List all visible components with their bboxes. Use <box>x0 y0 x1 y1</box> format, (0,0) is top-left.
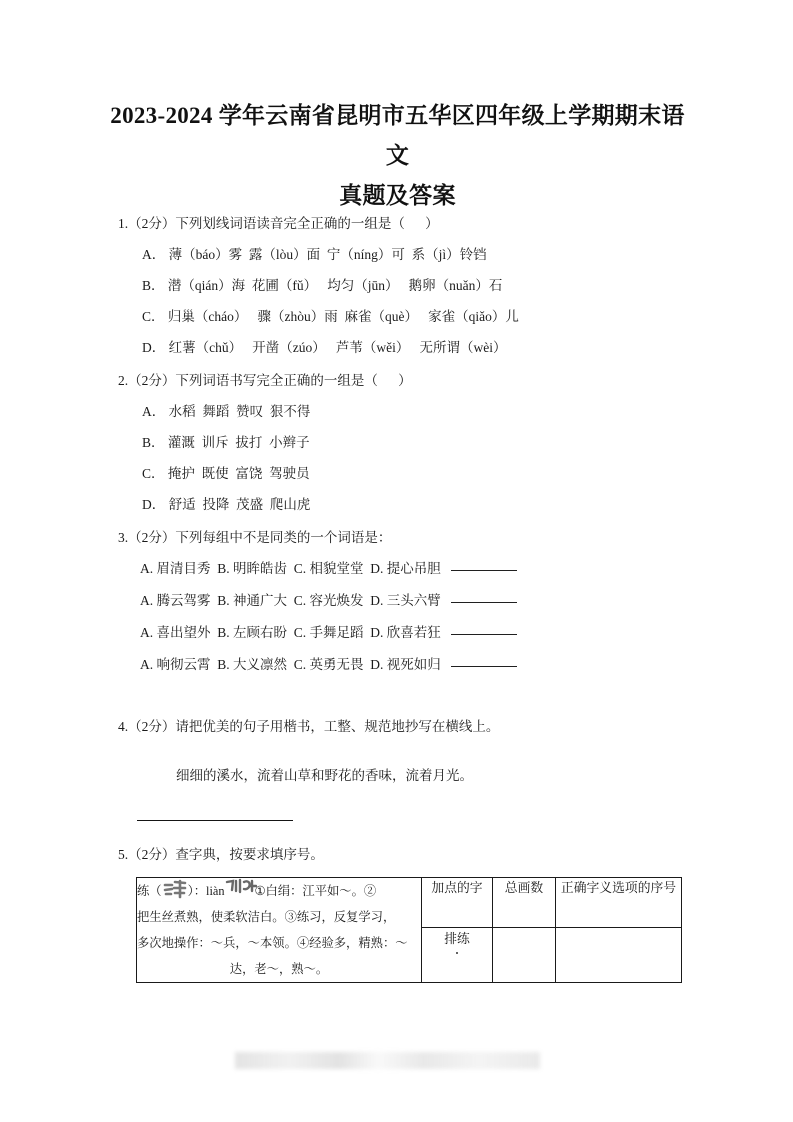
question-2-option-d[interactable]: D． 舒适 投降 茂盛 爬山虎 <box>142 497 311 512</box>
question-2-option-b[interactable]: B． 灌溉 训斥 拔打 小辫子 <box>142 435 310 450</box>
question-1-option-c[interactable]: C． 归巢（cháo） 骤（zhòu）雨 麻雀（què） 家雀（qiǎo）儿 <box>142 309 519 324</box>
question-2-option-a[interactable]: A． 水稻 舞蹈 赞叹 狠不得 <box>142 404 311 419</box>
question-3-group-3 <box>118 617 698 649</box>
dictionary-table <box>136 877 682 983</box>
definition-line-4: 达，老～，熟～。 <box>229 962 329 976</box>
question-2 <box>118 365 698 520</box>
question-1-option-b[interactable]: B． 潜（qián）海 花圃（fǔ） 均匀（jūn） 鹅卵（nuǎn）石 <box>142 278 503 293</box>
question-4 <box>118 711 698 821</box>
page-title-line-2: 真题及答案 <box>339 183 456 208</box>
question-3-group-4-text: A. 响彻云霄 B. 大义凛然 C. 英勇无畏 D. 视死如归 <box>140 657 441 672</box>
question-1-option-d[interactable]: D． 红薯（chǔ） 开凿（zúo） 芦苇（wěi） 无所谓（wèi） <box>142 340 507 355</box>
question-1-stem: 1.（2分）下列划线词语读音完全正确的一组是（ ） <box>118 216 439 231</box>
question-3-group-1-text: A. 眉清目秀 B. 明眸皓齿 C. 相貌堂堂 D. 提心吊胆 <box>140 561 441 576</box>
page-title-line-1: 2023-2024 学年云南省昆明市五华区四年级上学期期末语文 <box>110 103 685 168</box>
column-header-total-strokes: 总画数 <box>493 878 556 928</box>
question-1-option-a[interactable]: A． 薄（báo）雾 露（lòu）面 宁（níng）可 系（jì）铃铛 <box>142 247 487 262</box>
question-3-group-4 <box>118 649 698 681</box>
handwritten-annotation-icon <box>225 883 255 897</box>
question-2-option-c[interactable]: C． 掩护 既使 富饶 驾驶员 <box>142 466 310 481</box>
question-5-stem: 5.（2分）查字典，按要求填序号。 <box>118 847 324 862</box>
question-3-answer-blank-3[interactable] <box>451 633 517 635</box>
question-3-answer-blank-2[interactable] <box>451 601 517 603</box>
definition-line-3: 多次地操作：～兵，～本领。④经验多，精熟：～ <box>137 936 408 950</box>
cell-total-strokes-answer[interactable] <box>493 928 556 983</box>
question-4-writing-line[interactable] <box>137 819 293 821</box>
cell-marked-character-text: 排练 <box>444 928 470 950</box>
question-3-answer-blank-1[interactable] <box>451 569 517 571</box>
cell-marked-character <box>422 928 493 983</box>
question-5 <box>118 839 698 983</box>
definition-line-1-post: ①白绢：江平如～。② <box>254 884 377 898</box>
cell-meaning-order-answer[interactable] <box>556 928 682 983</box>
question-3-stem: 3.（2分）下列每组中不是同类的一个词语是： <box>118 530 392 545</box>
question-4-sentence: 细细的溪水，流着山草和野花的香味，流着月光。 <box>176 768 473 783</box>
column-header-correct-meaning-order: 正确字义选项的序号 <box>556 878 682 928</box>
question-3-group-2 <box>118 585 698 617</box>
questions-container <box>118 208 698 985</box>
question-3-group-3-text: A. 喜出望外 B. 左顾右盼 C. 手舞足蹈 D. 欣喜若狂 <box>140 625 441 640</box>
question-3-answer-blank-4[interactable] <box>451 665 517 667</box>
definition-line-1-pre: 练（ <box>137 884 162 898</box>
table-header-row <box>137 878 682 928</box>
definition-line-1-mid: ）：liàn <box>187 884 225 898</box>
handwritten-character-icon <box>162 883 188 898</box>
question-3 <box>118 522 698 681</box>
question-1 <box>118 208 698 363</box>
question-3-group-2-text: A. 腾云驾雾 B. 神通广大 C. 容光焕发 D. 三头六臂 <box>140 593 441 608</box>
definition-line-2: 把生丝煮熟，使柔软洁白。③练习，反复学习， <box>137 910 396 924</box>
question-2-stem: 2.（2分）下列词语书写完全正确的一组是（ ） <box>118 373 412 388</box>
column-header-marked-character: 加点的字 <box>422 878 493 928</box>
page-watermark <box>235 1052 540 1069</box>
dictionary-definition-cell <box>137 878 422 983</box>
question-4-stem: 4.（2分）请把优美的句子用楷书，工整、规范地抄写在横线上。 <box>118 719 500 734</box>
question-3-group-1 <box>118 553 698 585</box>
page-title <box>110 96 685 216</box>
